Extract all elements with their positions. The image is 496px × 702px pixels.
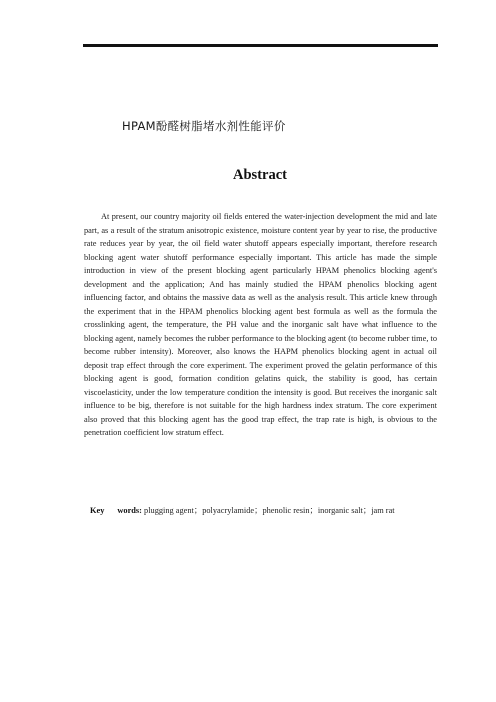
keywords-label-words: words: [117, 506, 142, 515]
keywords-text: plugging agent；polyacrylamide；phenolic resin；inorganic salt；jam rat [144, 506, 395, 515]
keywords-label [90, 506, 142, 515]
abstract-heading: Abstract [233, 167, 287, 183]
header-rule [83, 44, 438, 47]
abstract-body: At present, our country majority oil fields entered the water-injection development the mid and late part, as a result of the stratum anisotropic existence, moisture content year by year to rise, the productive rate reduces year by year, the oil field water shutoff appears especially important, therefore research blocking agent water shutoff performance especially important. This article has made the simple introduction in view of the present blocking agent particularly HPAM phenolics blocking agent's development and the application; And has mainly studied the HPAM phenolics blocking agent influencing factor, and obtains the massive data as well as the analysis result. This article knew through the experiment that in the HPAM phenolics blocking agent best formula as well as the formula the crosslinking agent, the temperature, the PH value and the inorganic salt have what influence to the blocking agent, namely becomes the rubber performance to the blocking agent (to become rubber time, to become rubber intensity). Moreover, also knows the HAPM phenolics blocking agent in actual oil deposit trap effect through the core experiment. The experiment proved the gelatin performance of this blocking agent is good, formation condition gelatins quick, the stability is good, has certain viscoelasticity, under the low temperature condition the intensity is good. But receives the inorganic salt influence to be big, therefore is not suitable for the high hardness index stratum. The core experiment also proved that this blocking agent has the good trap effect, the trap rate is high, is obvious to the penetration coefficient low stratum effect. [84, 212, 437, 437]
keywords-paragraph [84, 504, 437, 518]
chinese-title: HPAM酚醛树脂堵水剂性能评价 [122, 119, 286, 133]
keywords-label-key: Key [90, 506, 105, 515]
